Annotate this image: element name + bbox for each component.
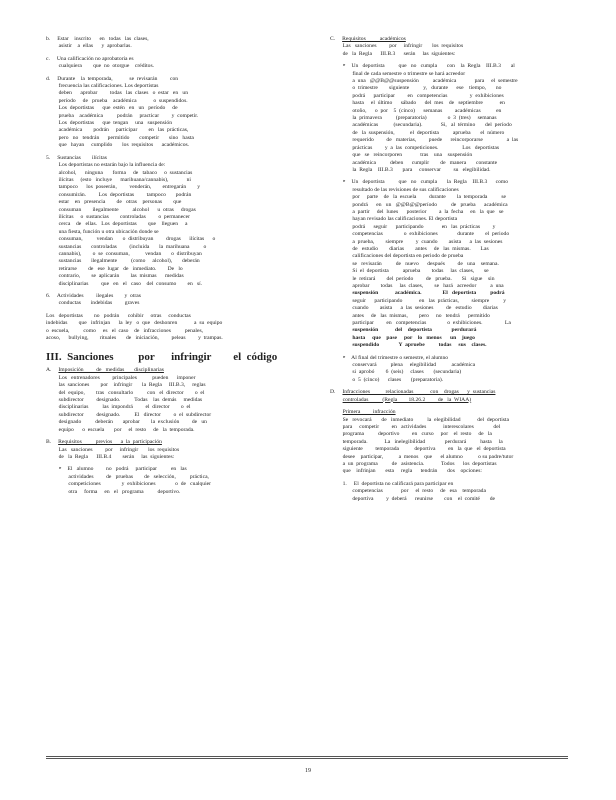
left-column-line: contrario, se aplicarán las mismas medidas bbox=[46, 273, 184, 280]
right-column-line: aprobar todas las clases, se hará acreedor a una bbox=[330, 283, 504, 289]
left-column-line: 5. Sustancias ilícitas bbox=[46, 154, 107, 161]
left-column-line: subdirector designado. El director o el subdirector bbox=[46, 411, 212, 418]
right-column-line: competencias por el resto de esa temporada bbox=[330, 488, 486, 495]
right-column-line: participar en competencias o exhibiciones. La bbox=[330, 320, 511, 327]
right-column-line: D. Infracciones relacionadas con drogas y sustancias bbox=[330, 389, 496, 396]
left-column-line: acoso, bullying, rituales de iniciación, peleas y trampas. bbox=[46, 335, 223, 342]
left-column-line: Los entrenadores principales pueden imponer bbox=[46, 374, 196, 381]
left-column-line: pero no tendrán permitido competir sino hasta bbox=[46, 134, 194, 141]
right-column-line: deportiva y deberá reunirse con el comité de bbox=[330, 495, 495, 502]
left-column-line: c. Una calificación no aprobatoria es bbox=[46, 55, 134, 62]
left-column-line: del equipo, tras consultarlo con el director o el bbox=[46, 389, 205, 396]
right-column-line: académica deben cumplir de manera constante bbox=[330, 159, 498, 166]
left-column-line: las sanciones por infringir la Regla III.B.3, reglas bbox=[46, 382, 206, 389]
right-column-line: ‣ Un deportista que no cumpla la Regla III.B.3 como bbox=[330, 179, 509, 186]
left-column-line: Los deportistas no podrán cohibir otras conductas bbox=[46, 312, 191, 319]
left-column-line: designado deberán aprobar la exclusión de un bbox=[46, 419, 207, 426]
right-column-line: a partir del lunes posterior a la fecha en la que se bbox=[330, 208, 504, 215]
left-column-line: de la Regla III.B.4 serán las siguientes: bbox=[46, 453, 175, 460]
right-column-line: la Regla III.B.3 para conservar su elegibilidad. bbox=[330, 166, 491, 173]
right-column-line: de estudio diarias antes de las mismas. Las bbox=[330, 245, 489, 252]
left-column-line: estar en presencia de otras personas que bbox=[46, 199, 182, 206]
right-column-line: otoño, o por 5 (cinco) semanas académicas en bbox=[330, 107, 502, 114]
right-column-line: Las sanciones por infringir los requisitos bbox=[330, 43, 464, 50]
left-column-line: disciplinarias las impondrá el director o el bbox=[46, 404, 191, 411]
right-column-line: antes de las mismas, pero no tendrá permitido bbox=[330, 312, 490, 319]
left-column-line: consuman, vendan o distribuyan drogas ilícitas o bbox=[46, 236, 216, 243]
right-column-line: Se revocará de inmediato la elegibilidad del deportista bbox=[330, 416, 509, 423]
left-column-line: una fiesta, función u otra ubicación donde se bbox=[46, 228, 159, 235]
emphasis-text: suspendido Y apruebe todas sus clases. bbox=[352, 342, 487, 349]
emphasis-text: suspensión del deportista perdurará bbox=[352, 327, 477, 334]
page-number: 19 bbox=[305, 768, 311, 774]
right-column bbox=[330, 36, 568, 503]
left-column-line: alcohol, ninguna forma de tabaco o sustancias bbox=[46, 169, 193, 176]
left-column-line: ilícitas (esto incluye marihuana/cannabis), ni bbox=[46, 176, 191, 183]
left-column-line: período de prueba académica o suspendidos. bbox=[46, 97, 188, 104]
emphasis-text: hasta que pase por lo menos un juego bbox=[352, 334, 475, 341]
right-column-line: o 5 (cinco) clases (preparatoria). bbox=[330, 376, 444, 383]
left-column-line: actividades de pruebas de selección, práctica, bbox=[46, 473, 209, 480]
left-column-line: deben aprobar todas las clases o estar en un bbox=[46, 90, 188, 97]
left-column-line: prueba académica podrán practicar y competir. bbox=[46, 112, 199, 119]
right-column-line: conservará plena elegibilidad académica bbox=[330, 362, 476, 369]
right-column-line: C. Requisitos académicos bbox=[330, 36, 406, 42]
footer-rule-top bbox=[46, 756, 568, 757]
right-column-line: le retirará del período de prueba. Si sigue sin bbox=[330, 275, 495, 282]
left-column-line: cerca de ellas. Los deportistas que lleguen a bbox=[46, 221, 188, 228]
subheading-text: Requisitos previos a la participación bbox=[58, 439, 162, 446]
right-column-line: requerido de materias, puede reincorporarse a las bbox=[330, 137, 519, 144]
right-column-line: temporada. La inelegibilidad perdurará hasta la bbox=[330, 438, 503, 445]
left-column-line: sustancias ilegalmente (como alcohol), deberán bbox=[46, 258, 200, 265]
right-column-line: Si el deportista aprueba todas las clases, se bbox=[330, 268, 489, 275]
right-column-line bbox=[330, 327, 568, 334]
subheading-text: Primera infracción bbox=[342, 409, 396, 416]
right-column-line: ‣ Un deportista que no cumpla con la Regla III.B.3 al bbox=[330, 63, 515, 70]
right-column-line: siguiente temporada deportiva en la que el deportista bbox=[330, 446, 506, 453]
left-column-line: que hayan cumplido los requisitos académicos. bbox=[46, 142, 190, 149]
left-column-line: A. Imposición de medidas disciplinarias bbox=[46, 367, 164, 374]
left-column-line: equipo o escuela por el resto de la temporada. bbox=[46, 426, 195, 433]
left-column-line: ‣ El alumno no podrá participar en las bbox=[46, 466, 187, 473]
subheading-text: Requisitos académicos bbox=[342, 36, 406, 42]
right-column-line: cuando asista a las sesiones de estudio diarias bbox=[330, 305, 498, 312]
left-column-line: disciplinarias que en el caso del consumo en sí. bbox=[46, 280, 203, 287]
right-column-line bbox=[330, 409, 568, 416]
left-column-line: Las sanciones por infringir los requisitos bbox=[46, 446, 180, 453]
right-column-line: que infrinjan esta regla tendrán dos opciones: bbox=[330, 468, 482, 475]
right-column-line: pondrá en un @@B@@período de prueba académica bbox=[330, 201, 508, 208]
right-column-line: o trimestre siguiente y, durante ese tiempo, no bbox=[330, 85, 502, 92]
left-column-line: Los deportistas que estén en un período de bbox=[46, 105, 178, 112]
right-column-line: final de cada semestre o trimestre se hará acreedor bbox=[330, 70, 466, 77]
subheading-text: controladas (Regla 18.26.2 de la WIAA) bbox=[342, 396, 472, 403]
right-column-line: calificaciones del deportista en periodo de prueba bbox=[330, 253, 464, 260]
right-column-line: de la suspensión, el deportista aprueba el número bbox=[330, 129, 505, 136]
right-column-line: la primavera (preparatoria) o 3 (tres) semanas bbox=[330, 115, 497, 122]
subheading-text: Infracciones relacionadas con drogas y sustancias bbox=[342, 389, 496, 396]
emphasis-text: suspensión académica. El deportista podrá bbox=[352, 290, 505, 297]
left-column-line: frecuencia las calificaciones. Los deportistas bbox=[46, 83, 159, 90]
left-column-line: conductas indebidas graves bbox=[46, 300, 140, 307]
right-column-line bbox=[330, 290, 568, 297]
right-column-line: podrá seguir participando en las prácticas y bbox=[330, 223, 496, 230]
right-column-line: podrá participar en competencias y exhibiciones bbox=[330, 92, 504, 99]
subheading-text: Imposición de medidas disciplinarias bbox=[58, 367, 164, 374]
left-column-line: consuman ilegalmente alcohol u otras drogas bbox=[46, 206, 196, 213]
right-column-line: hayan revisado las calificaciones. El deportista bbox=[330, 216, 458, 223]
section-heading: III. Sanciones por infringir el código bbox=[46, 351, 278, 364]
left-column-line: B. Requisitos previos a la participación bbox=[46, 439, 162, 446]
left-column-line: o escuela, como es el caso de infracciones penales, bbox=[46, 327, 204, 334]
footer-rule-bottom bbox=[46, 758, 568, 759]
right-column-line: académicas (secundaria). Si, al término del período bbox=[330, 122, 512, 129]
right-column-line: hasta el último sábado del mes de septiembre en bbox=[330, 100, 505, 107]
left-column-line: ilícitas o sustancias controladas o permanecer bbox=[46, 213, 191, 220]
left-column-line: b. Estar inscrito en todas las clases, bbox=[46, 36, 149, 42]
left-column-line: d. Durante la temporada, se revisarán con bbox=[46, 75, 179, 82]
right-column-line: desee participar, a menos que el alumno o su padre/tutor bbox=[330, 453, 514, 460]
left-column-line: indebidas que infrinjan la ley o que deshonren a su equipo bbox=[46, 320, 223, 327]
right-column-line: que se reincorporen tras una suspensión bbox=[330, 152, 473, 159]
left-column bbox=[46, 36, 294, 496]
right-column-line: a un programa de asistencia. Todos los deportistas bbox=[330, 460, 497, 467]
left-column-line: subdirector designado. Todas las demás medidas bbox=[46, 397, 203, 404]
right-column-line bbox=[330, 397, 568, 404]
left-column-line: consumirán. Los deportistas tampoco podrán bbox=[46, 191, 192, 198]
left-column-line: cannabis), o se consuman, vendan o distribuyan bbox=[46, 250, 202, 257]
left-column-line: asistir a ellas y aprobarlas. bbox=[46, 43, 132, 50]
left-column-line bbox=[46, 342, 294, 347]
left-column-line: académica podrán participar en las prácticas, bbox=[46, 127, 189, 134]
left-column-line: competiciones y exhibiciones o de cualquier bbox=[46, 481, 211, 488]
right-column-line bbox=[330, 335, 568, 342]
right-column-line: resultado de las revisiones de sus calificaciones bbox=[330, 186, 459, 193]
right-column-line: a una @@B@@suspensión académica para el semestre bbox=[330, 78, 518, 85]
right-column-line: competencias o exhibiciones durante el periodo bbox=[330, 231, 510, 238]
left-column-line: tampoco los poseerán, venderán, entregarán y bbox=[46, 184, 201, 191]
right-column-line: ‣ Al final del trimestre o semestre, el alumno bbox=[330, 354, 449, 361]
left-column-line: 6. Actividades ilegales y otras bbox=[46, 293, 141, 299]
right-column-line: para competir en actividades interescolares del bbox=[330, 423, 501, 430]
right-column-line: se revisarán de nuevo después de una semana. bbox=[330, 260, 499, 267]
right-column-line: seguir participando en las prácticas, siempre y bbox=[330, 297, 507, 304]
left-column-line: cualquiera que no otorgue créditos. bbox=[46, 63, 155, 70]
left-column-line: retirarse de ese lugar de inmediato. De lo bbox=[46, 265, 183, 272]
right-column-line bbox=[330, 342, 568, 349]
left-column-line: otra forma en el programa deportivo. bbox=[46, 488, 181, 495]
right-column-line: por parte de la escuela durante la temporada se bbox=[330, 194, 506, 201]
right-column-line: prácticas y a las competiciones. Los deportistas bbox=[330, 144, 500, 151]
right-column-line: programa deportivo en curso por el resto de la bbox=[330, 431, 492, 438]
left-column-line: Los deportistas no estarán bajo la influencia de: bbox=[46, 162, 166, 169]
right-column-line: 1. El deportista no calificará para participar en bbox=[330, 480, 454, 487]
right-column-line: si aprobó 6 (seis) clases (secundaria) bbox=[330, 369, 462, 376]
right-column-line: a prueba, siempre y cuando asista a las sesiones bbox=[330, 238, 503, 245]
right-column-line: de la Regla III.B.3 serán las siguientes: bbox=[330, 50, 456, 57]
left-column-line: sustancias controladas (incluida la marihuana o bbox=[46, 243, 207, 250]
left-column-line: Los deportistas que tengan una suspensión bbox=[46, 120, 173, 127]
